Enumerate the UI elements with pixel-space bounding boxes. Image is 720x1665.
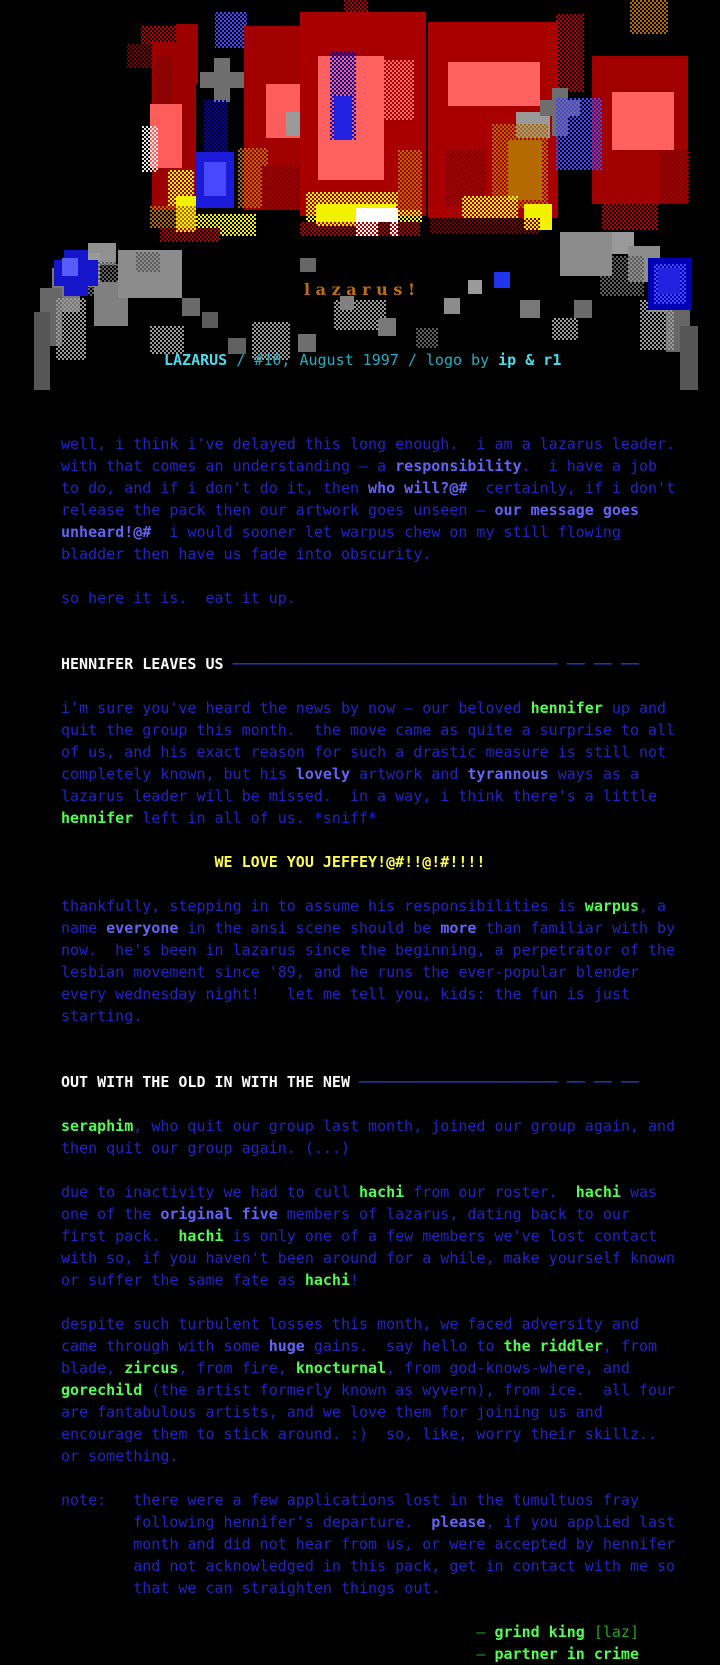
blank-line xyxy=(61,631,720,653)
text-line xyxy=(61,1621,720,1643)
blank-line xyxy=(61,1467,720,1489)
text-segment: [laz] xyxy=(584,1623,639,1641)
text-line xyxy=(61,1445,720,1467)
text-segment: blade, xyxy=(61,1359,125,1377)
text-line xyxy=(61,1335,720,1357)
text-segment: so here it is. eat it up. xyxy=(61,589,296,607)
text-segment: responsibility xyxy=(395,457,522,475)
text-line xyxy=(61,1137,720,1159)
text-line xyxy=(61,1643,720,1665)
text-line xyxy=(61,983,720,1005)
text-segment: partner in crime xyxy=(494,1645,639,1663)
text-segment: are fantabulous artists, and we love them for joining us and xyxy=(61,1403,603,1421)
text-line xyxy=(61,1555,720,1577)
text-segment: or suffer the same fate as xyxy=(61,1271,305,1289)
text-segment: first pack. xyxy=(61,1227,179,1245)
text-line xyxy=(61,477,720,499)
text-segment: unheard!@# xyxy=(61,523,152,541)
text-line xyxy=(61,1401,720,1423)
text-line xyxy=(61,719,720,741)
text-segment: ! xyxy=(350,1271,360,1289)
text-segment: every wednesday night! let me tell you, kids: the fun is just xyxy=(61,985,630,1003)
text-segment: now. he's been in lazarus since the beginning, a perpetrator of the xyxy=(61,941,676,959)
text-line xyxy=(61,499,720,521)
text-segment: WE LOVE YOU JEFFEY!@#!!@!#!!!! xyxy=(61,853,486,871)
text-line xyxy=(61,939,720,961)
text-line xyxy=(61,1225,720,1247)
text-segment: everyone xyxy=(106,919,179,937)
blank-line xyxy=(61,1049,720,1071)
blank-line xyxy=(61,1027,720,1049)
text-line xyxy=(61,1511,720,1533)
text-segment: ────────────────────── ── ── ── xyxy=(359,1073,639,1091)
text-segment: up and xyxy=(602,699,667,717)
blank-line xyxy=(61,609,720,631)
lazarus-ansi-logo xyxy=(0,0,720,392)
text-segment: due to inactivity we had to cull xyxy=(61,1183,360,1201)
text-segment: thankfully, stepping in to assume his responsibilities is xyxy=(61,897,585,915)
text-segment: lazarus leader will be missed. in a way, i think there's a little xyxy=(61,787,658,805)
text-line xyxy=(61,1313,720,1335)
text-segment: . i have a job xyxy=(521,457,658,475)
text-line xyxy=(61,1115,720,1137)
text-segment: warpus xyxy=(584,897,639,915)
text-segment: , who quit our group last month, joined our group again, and xyxy=(133,1117,676,1135)
text-line xyxy=(61,1533,720,1555)
text-line xyxy=(61,741,720,763)
text-line xyxy=(61,1181,720,1203)
text-segment: seraphim xyxy=(61,1117,134,1135)
text-segment: — xyxy=(61,1623,495,1641)
text-line xyxy=(61,1071,720,1093)
text-segment: , from xyxy=(602,1337,658,1355)
text-segment: HENNIFER LEAVES US xyxy=(61,655,233,673)
text-segment: came through with some xyxy=(61,1337,269,1355)
text-line xyxy=(61,851,720,873)
blank-line xyxy=(61,1093,720,1115)
text-segment: , if you applied last xyxy=(485,1513,676,1531)
body-text xyxy=(0,392,720,1665)
text-segment: then quit our group again. (...) xyxy=(61,1139,350,1157)
text-segment: that we can straighten things out. xyxy=(61,1579,441,1597)
text-segment: name xyxy=(61,919,107,937)
text-segment: to do, and if i don't do it, then xyxy=(61,479,369,497)
text-segment: — xyxy=(61,1645,495,1663)
text-segment: left in all of us. *sniff* xyxy=(133,809,378,827)
text-segment: with so, if you haven't been around for a while, make yourself known xyxy=(61,1249,676,1267)
text-segment: , from god-knows-where, and xyxy=(386,1359,630,1377)
text-line xyxy=(61,433,720,455)
text-line xyxy=(61,1005,720,1027)
text-line xyxy=(61,697,720,719)
text-segment: please xyxy=(431,1513,486,1531)
text-segment: month and did not hear from us, or were accepted by hennifer xyxy=(61,1535,676,1553)
text-segment: one of the xyxy=(61,1205,161,1223)
text-segment: (the artist formerly known as wyvern), from ice. all four xyxy=(142,1381,676,1399)
text-segment: than familiar with by xyxy=(476,919,676,937)
text-line xyxy=(61,1423,720,1445)
blank-line xyxy=(61,1599,720,1621)
text-segment: quit the group this month. the move came as quite a surprise to all xyxy=(61,721,676,739)
text-segment: encourage them to stick around. :) so, like, worry their skillz.. xyxy=(61,1425,658,1443)
blank-line xyxy=(61,1291,720,1313)
text-segment: , a xyxy=(638,897,667,915)
text-line xyxy=(61,1577,720,1599)
text-line xyxy=(61,785,720,807)
text-line xyxy=(61,961,720,983)
text-line xyxy=(61,587,720,609)
text-segment: hachi xyxy=(304,1271,350,1289)
text-segment: knocturnal xyxy=(295,1359,387,1377)
text-line xyxy=(61,543,720,565)
text-line xyxy=(61,653,720,675)
text-line xyxy=(61,917,720,939)
text-segment: huge xyxy=(268,1337,305,1355)
text-segment: gorechild xyxy=(61,1381,143,1399)
text-segment: well, i think i've delayed this long enough. i am a lazarus leader. xyxy=(61,435,676,453)
text-segment: following hennifer's departure. xyxy=(61,1513,432,1531)
blank-line xyxy=(61,829,720,851)
text-segment: lesbian movement since '89, and he runs the ever-popular blender xyxy=(61,963,639,981)
pack-title-credits: ip & r1 xyxy=(498,351,562,369)
blank-line xyxy=(61,1159,720,1181)
text-line xyxy=(61,455,720,477)
text-segment: original five xyxy=(160,1205,278,1223)
text-segment: more xyxy=(440,919,477,937)
text-segment: bladder then have us fade into obscurity. xyxy=(61,545,432,563)
text-segment: of us, and his exact reason for such a drastic measure is still not xyxy=(61,743,667,761)
text-segment: our message goes xyxy=(494,501,639,519)
text-segment: or something. xyxy=(61,1447,179,1465)
text-segment: hachi xyxy=(359,1183,405,1201)
text-segment: members of lazarus, dating back to our xyxy=(277,1205,630,1223)
text-line xyxy=(61,1379,720,1401)
text-segment: artwork and xyxy=(350,765,468,783)
text-line xyxy=(61,1489,720,1511)
text-segment: from our roster. xyxy=(404,1183,576,1201)
logo-header xyxy=(0,0,720,392)
text-segment: lovely xyxy=(295,765,350,783)
text-line xyxy=(61,895,720,917)
text-segment: hachi xyxy=(575,1183,621,1201)
blank-line xyxy=(61,873,720,895)
text-segment: release the pack then our artwork goes unseen — xyxy=(61,501,495,519)
text-line xyxy=(61,807,720,829)
blank-line xyxy=(61,565,720,587)
text-segment: the riddler xyxy=(503,1337,603,1355)
pack-title-info: / #10, August 1997 / logo by xyxy=(227,351,499,369)
text-segment: i'm sure you've heard the news by now — our beloved xyxy=(61,699,531,717)
text-line xyxy=(61,1357,720,1379)
text-line xyxy=(61,1247,720,1269)
text-segment: with that comes an understanding — a xyxy=(61,457,396,475)
text-line xyxy=(61,1269,720,1291)
text-segment: i would sooner let warpus chew on my still flowing xyxy=(151,523,621,541)
text-segment: note: there were a few applications lost in the tumultuos fray xyxy=(61,1491,639,1509)
text-segment: starting. xyxy=(61,1007,143,1025)
text-segment: ways as a xyxy=(548,765,639,783)
pack-title-line xyxy=(164,352,561,369)
text-segment: despite such turbulent losses this month, we faced adversity and xyxy=(61,1315,639,1333)
text-segment: tyrannous xyxy=(467,765,549,783)
text-segment: hachi xyxy=(178,1227,224,1245)
text-line xyxy=(61,521,720,543)
text-segment: zircus xyxy=(124,1359,179,1377)
logo-caption: l a z a r u s ! xyxy=(304,280,415,299)
text-segment: grind king xyxy=(494,1623,585,1641)
text-segment: was xyxy=(620,1183,658,1201)
text-segment: completely known, but his xyxy=(61,765,296,783)
text-line xyxy=(61,763,720,785)
text-segment: ──────────────────────────────────── ── ── ── xyxy=(232,655,639,673)
text-segment: OUT WITH THE OLD IN WITH THE NEW xyxy=(61,1073,360,1091)
text-segment: , from fire, xyxy=(178,1359,296,1377)
text-segment: hennifer xyxy=(61,809,134,827)
text-segment: is only one of a few members we've lost contact xyxy=(223,1227,658,1245)
logo-letters xyxy=(127,0,690,242)
pack-title-group: LAZARUS xyxy=(164,351,228,369)
text-segment: hennifer xyxy=(530,699,603,717)
text-segment: who will?@# xyxy=(368,479,468,497)
text-segment: in the ansi scene should be xyxy=(178,919,441,937)
text-segment: gains. say hello to xyxy=(304,1337,504,1355)
text-segment: certainly, if i don't xyxy=(467,479,676,497)
text-line xyxy=(61,1203,720,1225)
text-segment: and not acknowledged in this pack, get in contact with me so xyxy=(61,1557,676,1575)
blank-line xyxy=(61,675,720,697)
